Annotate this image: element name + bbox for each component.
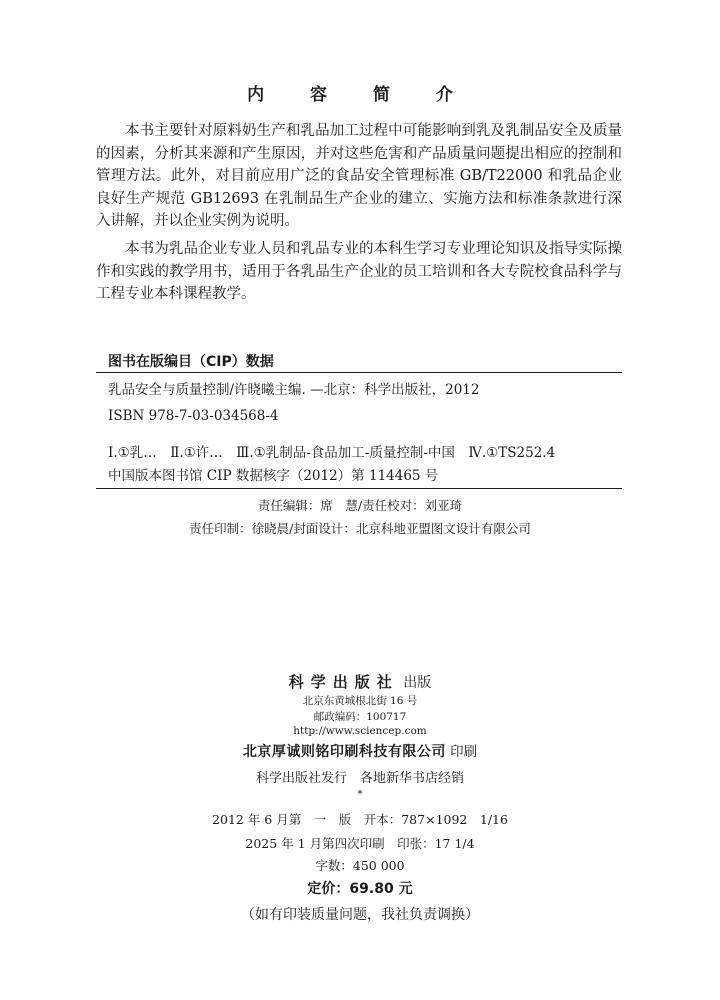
intro-paragraph-2: 本书为乳品企业专业人员和乳品专业的本科生学习专业理论知识及指导实际操作和实践的教学用书，适用于各乳品生产企业的员工培训和各大专院校食品科学与工程专业本科课程教学。 xyxy=(96,241,622,302)
credits-printing-line: 责任印制：徐晓晨/封面设计：北京科地亚盟图文设计有限公司 xyxy=(189,521,531,536)
word-count-line: 字数：450 000 xyxy=(315,858,405,873)
cip-heading: 图书在版编目（CIP）数据 xyxy=(108,354,274,370)
cip-classification-line: Ⅰ.①乳… Ⅱ.①许… Ⅲ.①乳制品-食品加工-质量控制-中国 Ⅳ.①TS252.4 xyxy=(108,445,556,461)
cip-bottom-rule xyxy=(96,488,622,489)
intro-paragraph-1: 本书主要针对原料奶生产和乳品加工过程中可能影响到乳及乳制品安全及质量的因素，分析其来源和产生原因，并对这些危害和产品质量问题提出相应的控制和管理方法。此外，对目前应用广泛的食品安全管理标准 GB/T22000 和乳品企业良好生产规范 GB12693 在乳制品生产企业的建立、实施方法和标准条款进行深入讲解，并以企业实例为说明。 xyxy=(96,123,622,229)
credits-editor-line: 责任编辑：席 慧/责任校对：刘亚琦 xyxy=(257,498,463,513)
printer-suffix: 印刷 xyxy=(450,744,478,760)
cip-record-number-line: 中国版本图书馆 CIP 数据核字（2012）第 114465 号 xyxy=(108,468,439,484)
distribution-line: 科学出版社发行 各地新华书店经销 xyxy=(255,771,464,786)
intro-title: 内 容 简 介 xyxy=(247,85,473,105)
publisher-line xyxy=(0,671,720,692)
cip-title-line: 乳品安全与质量控制/许晓曦主编. —北京：科学出版社，2012 xyxy=(108,382,480,398)
printer-line xyxy=(0,740,720,761)
price-line: 定价：69.80 元 xyxy=(307,881,413,897)
publisher-postcode: 邮政编码：100717 xyxy=(313,711,407,723)
publisher-address: 北京东黄城根北街 16 号 xyxy=(302,695,418,707)
separator-star: * xyxy=(357,789,363,800)
print-info-line: 2025 年 1 月第四次印刷 印张：17 1/4 xyxy=(245,836,475,851)
cip-top-rule xyxy=(96,372,622,373)
publisher-suffix: 出版 xyxy=(403,675,432,691)
cip-isbn-line: ISBN 978-7-03-034568-4 xyxy=(108,408,279,424)
publisher-brand: 科学出版社 xyxy=(288,673,399,691)
printer-brand: 北京厚诚则铭印刷科技有限公司 xyxy=(242,744,446,760)
edition-line: 2012 年 6 月第 一 版 开本：787×1092 1/16 xyxy=(212,812,508,827)
quality-notice: （如有印装质量问题，我社负责调换） xyxy=(241,907,479,923)
publisher-url: http://www.sciencep.com xyxy=(293,725,427,737)
